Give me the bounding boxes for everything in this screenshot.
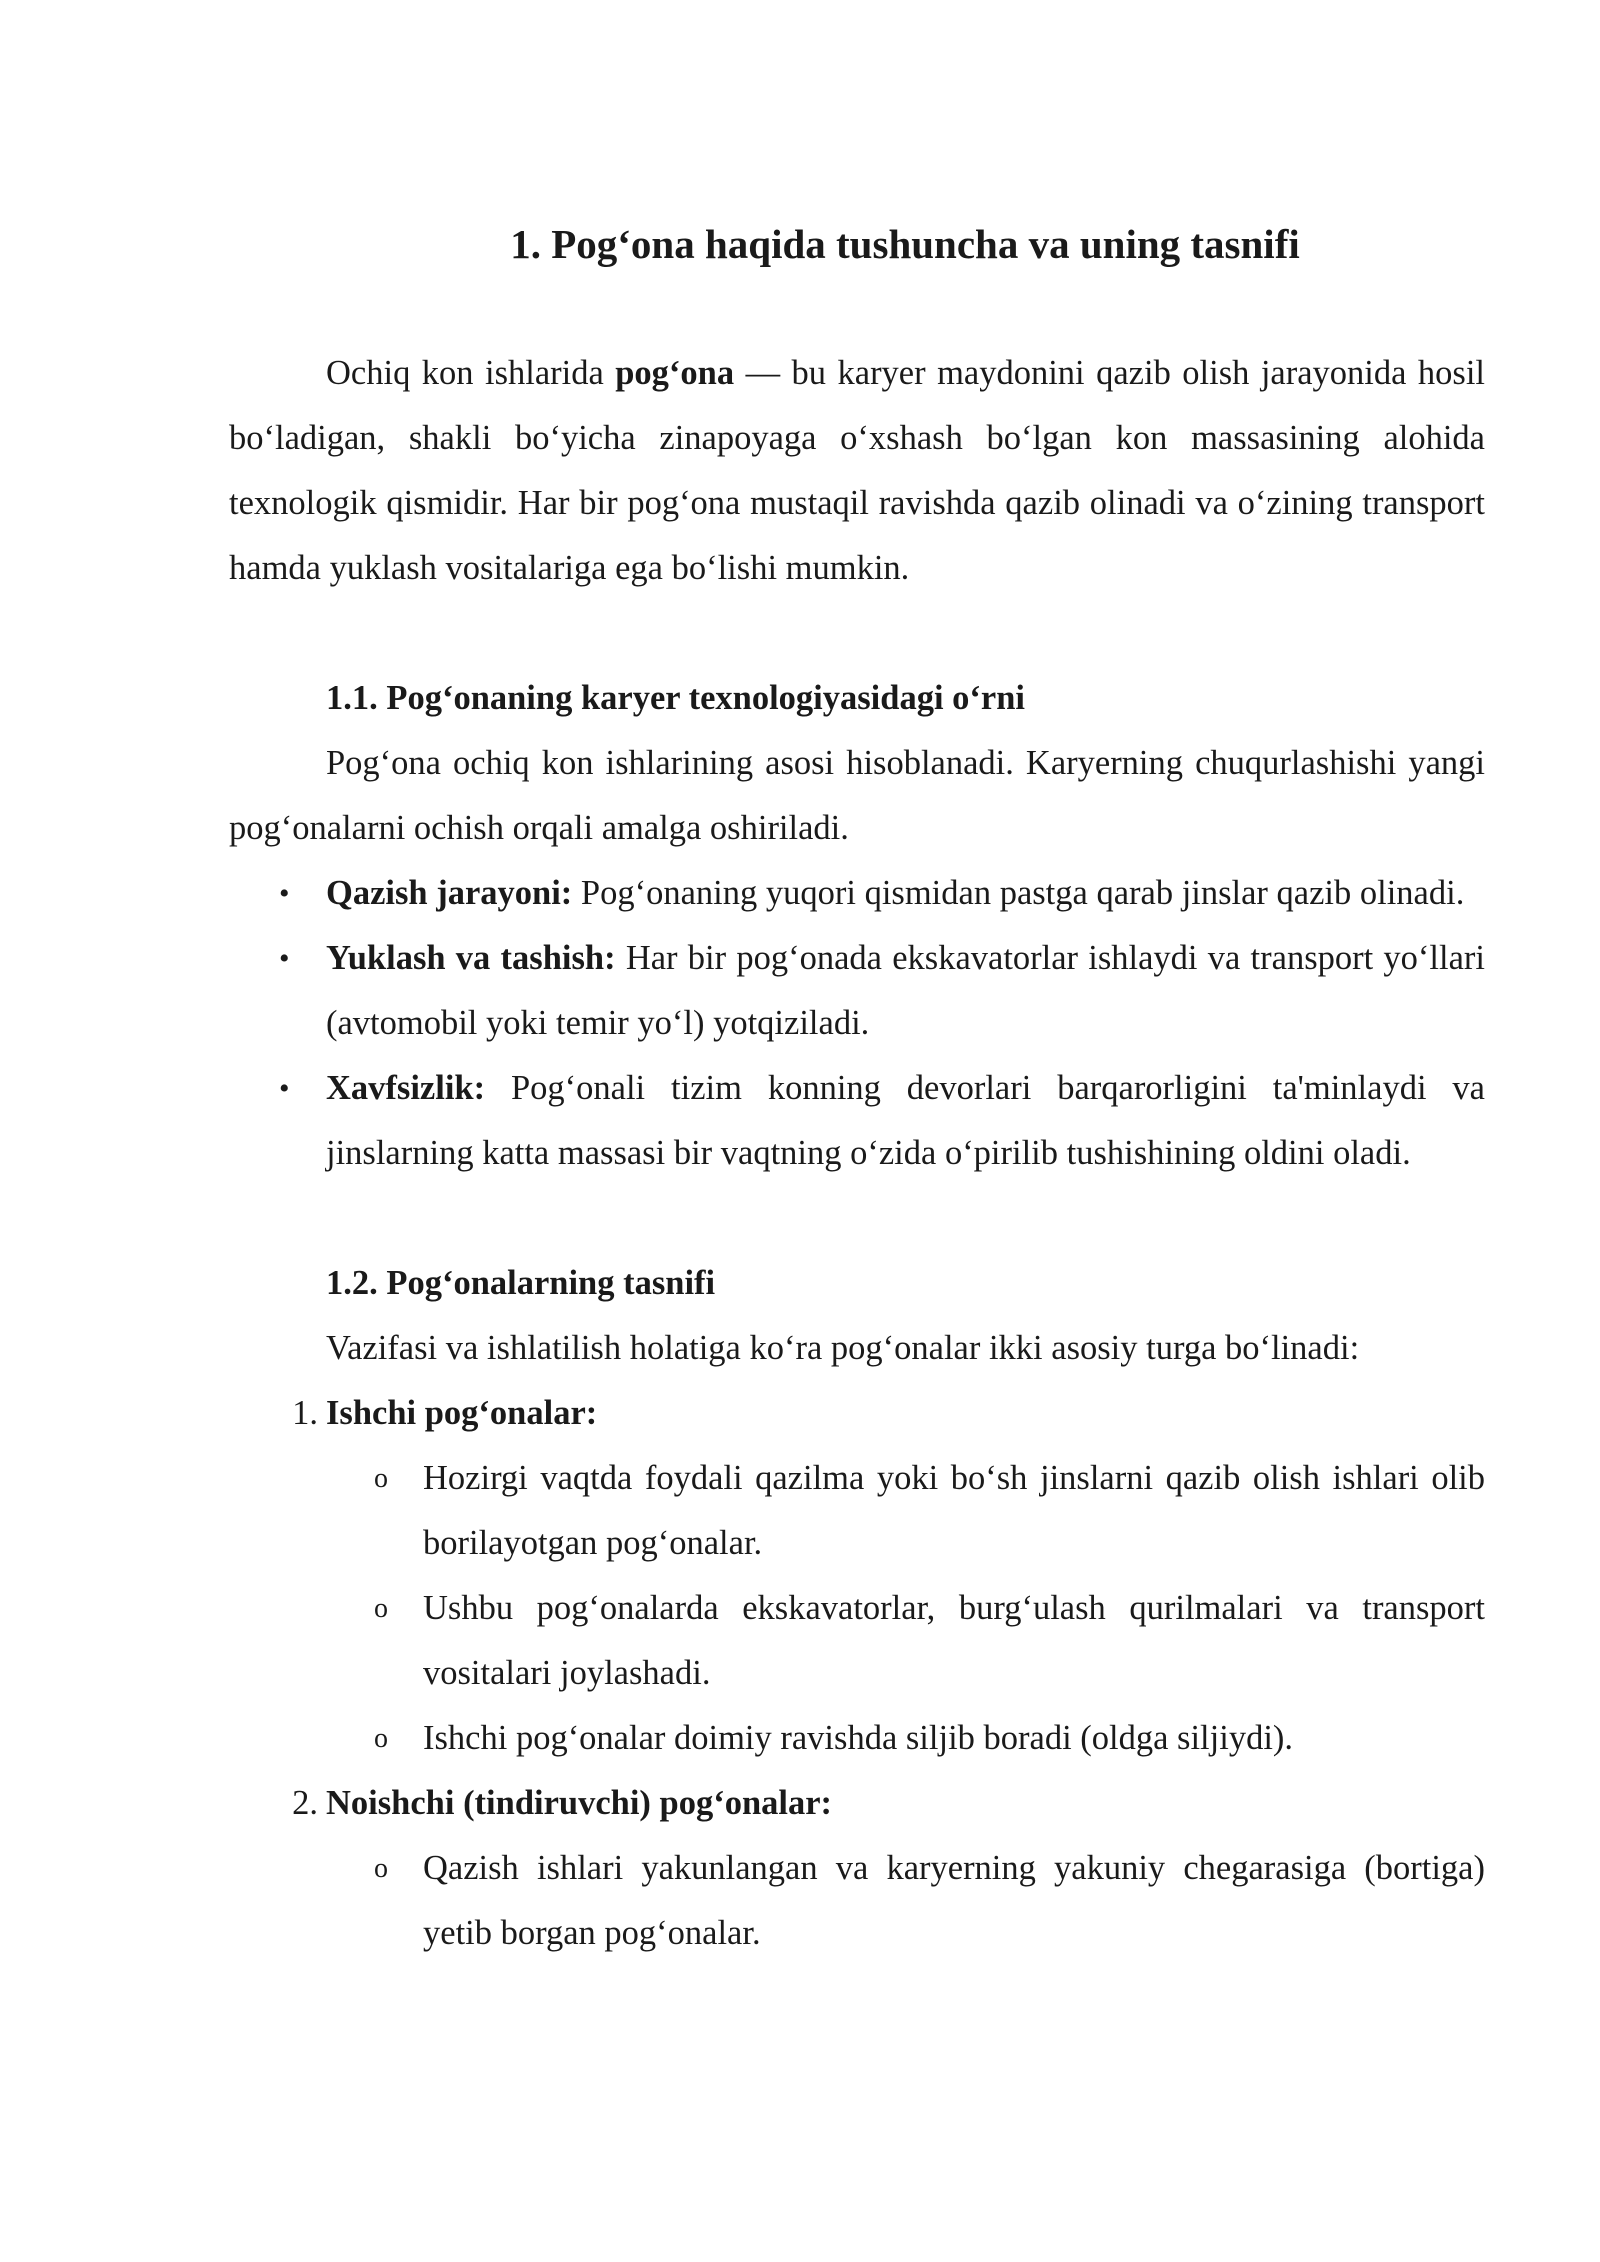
section-heading-1-1: 1.1. Pog‘onaning karyer texnologiyasidagi o‘rni	[326, 679, 1025, 717]
section-1-2-paragraph: Vazifasi va ishlatilish holatiga ko‘ra pog‘onalar ikki asosiy turga bo‘linadi:	[326, 1329, 1360, 1367]
intro-term: pog‘ona	[615, 354, 735, 392]
section-heading-1-2: 1.2. Pog‘onalarning tasnifi	[326, 1264, 716, 1302]
sub-bullet-symbol: o	[374, 1853, 388, 1884]
bullet-label: Xavfsizlik:	[326, 1069, 486, 1107]
bullet-label: Qazish jarayoni:	[326, 874, 573, 912]
bullet-item	[229, 861, 1485, 926]
sub-item	[229, 1576, 1485, 1706]
sub-item	[229, 1446, 1485, 1576]
bullet-item	[229, 1056, 1485, 1186]
sub-item	[229, 1706, 1485, 1771]
bullet-symbol: •	[279, 1072, 290, 1105]
sub-item	[229, 1836, 1485, 1966]
page-title: 1. Pog‘ona haqida tushuncha va uning tasnifi	[510, 221, 1300, 267]
bullet-symbol: •	[279, 877, 290, 910]
item-number: 1.	[292, 1394, 318, 1432]
intro-rest: — bu karyer maydonini qazib olish jarayonida hosil bo‘ladigan, shakli bo‘yicha zinapoyaga o‘xshash bo‘lgan kon massasining alohida texnologik qismidir. Har bir pog‘ona mustaqil ravishda qazib olinadi va o‘zining transport hamda yuklash vositalariga ega bo‘lishi mumkin.	[229, 354, 1485, 587]
bullet-text: Har bir pog‘onada ekskavatorlar ishlaydi va transport yo‘llari (avtomobil yoki temir yo‘l) yotqiziladi.	[326, 939, 1485, 1042]
sub-bullet-symbol: o	[374, 1723, 388, 1754]
spacer	[229, 601, 1485, 666]
bullet-text: Pog‘onali tizim konning devorlari barqarorligini ta'minlaydi va jinslarning katta massasi bir vaqtning o‘zida o‘pirilib tushishining oldini oladi.	[326, 1069, 1485, 1172]
numbered-item-label: Ishchi pog‘onalar:	[326, 1394, 598, 1432]
item-number: 2.	[292, 1784, 318, 1822]
sub-item-text: Hozirgi vaqtda foydali qazilma yoki bo‘sh jinslarni qazib olish ishlari olib borilayotgan pog‘onalar.	[423, 1459, 1485, 1562]
sub-item-text: Ishchi pog‘onalar doimiy ravishda siljib boradi (oldga siljiydi).	[423, 1719, 1294, 1757]
sub-item-text: Qazish ishlari yakunlangan va karyerning yakuniy chegarasiga (bortiga) yetib borgan pog‘onalar.	[423, 1849, 1485, 1952]
bullet-text: Pog‘onaning yuqori qismidan pastga qarab jinslar qazib olinadi.	[572, 874, 1465, 912]
numbered-item-label: Noishchi (tindiruvchi) pog‘onalar:	[326, 1784, 833, 1822]
numbered-item	[229, 1381, 1485, 1446]
bullet-label: Yuklash va tashish:	[326, 939, 616, 977]
bullet-item	[229, 926, 1485, 1056]
section-1-1-paragraph: Pog‘ona ochiq kon ishlarining asosi hisoblanadi. Karyerning chuqurlashishi yangi pog‘onalarni ochish orqali amalga oshiriladi.	[229, 744, 1485, 847]
numbered-item	[229, 1771, 1485, 1836]
bullet-symbol: •	[279, 942, 290, 975]
intro-paragraph	[229, 341, 1485, 601]
sub-item-text: Ushbu pog‘onalarda ekskavatorlar, burg‘ulash qurilmalari va transport vositalari joylashadi.	[423, 1589, 1485, 1692]
spacer	[229, 1186, 1485, 1251]
document-body	[229, 341, 1485, 1966]
sub-bullet-symbol: o	[374, 1593, 388, 1624]
intro-lead: Ochiq kon ishlarida	[326, 354, 616, 392]
sub-bullet-symbol: o	[374, 1463, 388, 1494]
